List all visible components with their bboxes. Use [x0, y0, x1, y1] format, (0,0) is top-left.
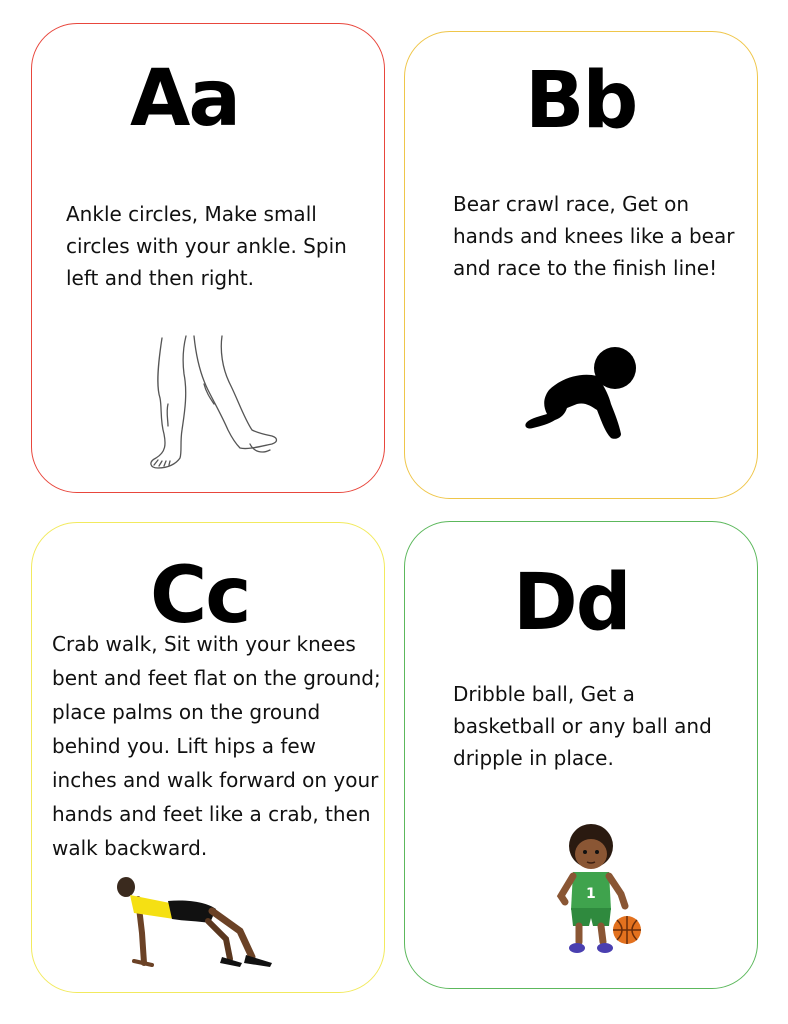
card-dribble-ball [404, 521, 758, 989]
walking-legs-icon [144, 334, 279, 478]
card-letter: Cc [150, 551, 250, 641]
card-instructions: Ankle circles, Make small circles with your ankle. Spin left and then right. [66, 202, 347, 290]
svg-text:1: 1 [586, 886, 596, 902]
card-ankle-circles [31, 23, 385, 493]
card-letter: Bb [525, 56, 637, 146]
card-bear-crawl [404, 31, 758, 499]
card-letter: Dd [513, 558, 630, 648]
boy-dribbling-basketball-icon [545, 822, 645, 966]
card-instructions: Crab walk, Sit with your knees bent and feet flat on the ground; place palms on the ground behind you. Lift hips a few inches and walk forward on your hands and feet like a crab, then walk backward. [52, 632, 381, 860]
card-instructions: Dribble ball, Get a basketball or any ball and dripple in place. [453, 682, 712, 770]
card-letter: Aa [130, 54, 240, 144]
crawling-baby-silhouette-icon [521, 344, 641, 444]
crab-walk-person-icon [112, 873, 282, 977]
card-crab-walk [31, 522, 385, 993]
card-instructions: Bear crawl race, Get on hands and knees like a bear and race to the finish line! [453, 192, 735, 280]
